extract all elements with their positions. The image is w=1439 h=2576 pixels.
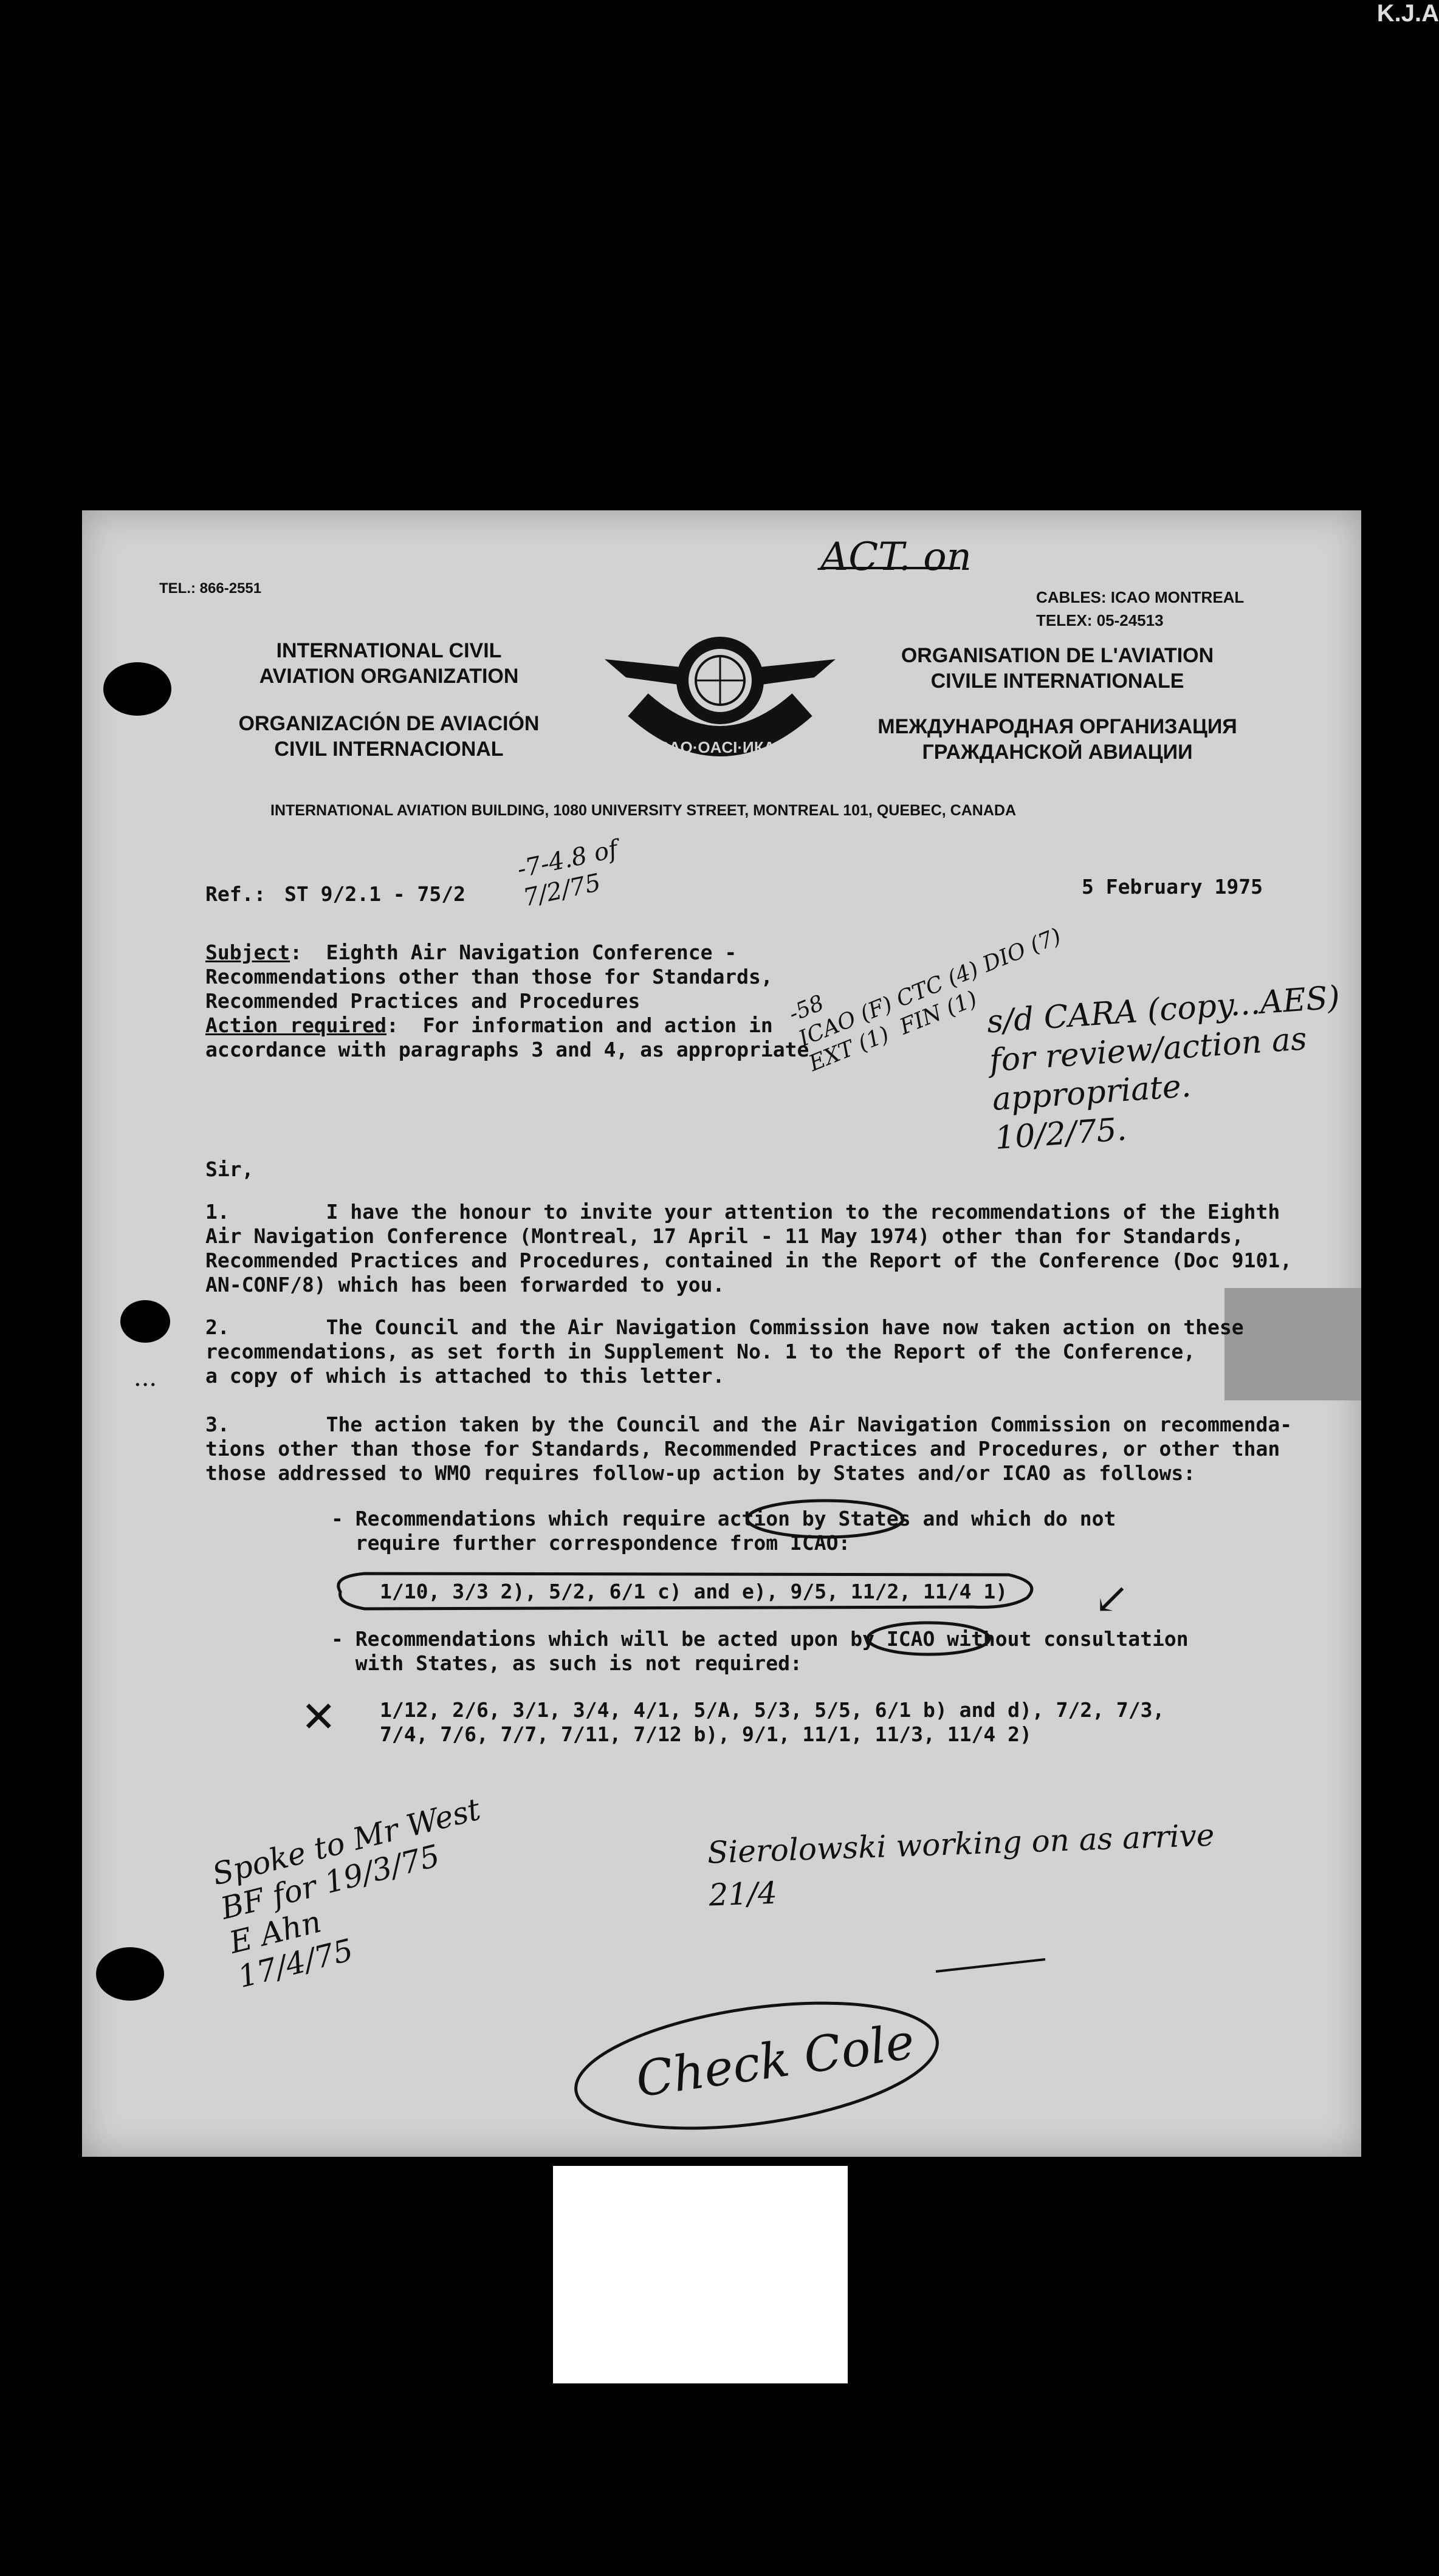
emblem-text: ICAO·OACI·ИКАО — [653, 738, 788, 756]
letter-date: 5 February 1975 — [1082, 875, 1263, 899]
handwritten-distribution-codes: -58 ICAO (F) CTC (4) DIO (7) EXT (1) FIN (1) — [785, 923, 1065, 1077]
cables-address: CABLES: ICAO MONTREAL — [1036, 588, 1245, 606]
org-name-es: ORGANIZACIÓN DE AVIACIÓN CIVIL INTERNACIONAL — [238, 712, 540, 761]
handwritten-arrow: ↙ — [1094, 1574, 1130, 1623]
telex-number: TELEX: 05-24513 — [1036, 611, 1164, 629]
subject-block: Subject: Eighth Air Navigation Conference - Recommendations other than those for Standards, Recommended Practices and Procedures Action required: For information and action in accordance with paragraphs 3 and 4, as appropriate — [205, 940, 809, 1061]
list-states-recommendations: 1/10, 3/3 2), 5/2, 6/1 c) and e), 9/5, 11/2, 11/4 1) — [380, 1580, 1008, 1603]
list-icao-recommendations: 1/12, 2/6, 3/1, 3/4, 4/1, 5/A, 5/3, 5/5, 6/1 b) and d), 7/2, 7/3, 7/4, 7/6, 7/7, 7/11, 7/12 b), 9/1, 11/1, 11/3, 11/4 2) — [380, 1698, 1165, 1746]
bullet-acted-by-icao: - Recommendations which will be acted upon by ICAO without consultation with States, as such is not required: — [331, 1627, 1189, 1675]
blank-label-card — [553, 2166, 848, 2383]
paragraph-2: 2. The Council and the Air Navigation Commission have now taken action on these recommendations, as set forth in Supplement No. 1 to the Report of the Conference, a copy of which is attached to this letter. — [205, 1315, 1244, 1388]
paragraph-1: 1. I have the honour to invite your attention to the recommendations of the Eighth Air Navigation Conference (Montreal, 17 April - 11 May 1974) other than for Standards, Recommended Practices and Procedures, contained in the Report of the Conference (Doc 9101, AN-CONF/8) which has been forwarded to you. — [205, 1200, 1293, 1297]
tel-number: TEL.: 866-2551 — [159, 580, 262, 597]
paragraph-3: 3. The action taken by the Council and the Air Navigation Commission on recommenda- tions other than those for Standards, Recommended Practices and Procedures, or other than those addressed to WMO requires follow-up action by States and/or ICAO as follows: — [205, 1413, 1293, 1485]
letterhead-address: INTERNATIONAL AVIATION BUILDING, 1080 UNIVERSITY STREET, MONTREAL 101, QUEBEC, CANADA — [270, 802, 1017, 819]
handwritten-action-note: ACT. on — [820, 535, 972, 580]
handwritten-followup-note-right: Sierolowski working on as arrive 21/4 — [707, 1817, 1215, 1913]
org-name-ru: МЕЖДУНАРОДНАЯ ОРГАНИЗАЦИЯ ГРАЖДАНСКОЙ АВИАЦИИ — [877, 715, 1237, 764]
action-label: Action required — [205, 1013, 387, 1037]
corner-mark: K.J.A — [1376, 0, 1439, 27]
bullet-action-by-states: - Recommendations which require action by States and which do not require further correspondence from ICAO: — [331, 1507, 1116, 1555]
ref-label: Ref.: — [205, 882, 266, 906]
handwritten-cross-mark: ✕ — [301, 1692, 337, 1742]
handwritten-check-note: Check Cole — [632, 2013, 918, 2108]
handwritten-routing-note: s/d CARA (copy...AES) for review/action as appropriate. 10/2/75. — [985, 979, 1341, 1157]
org-name-en: INTERNATIONAL CIVIL AVIATION ORGANIZATION — [259, 639, 519, 688]
org-name-fr: ORGANISATION DE L'AVIATION CIVILE INTERNATIONALE — [901, 644, 1214, 693]
salutation: Sir, — [205, 1157, 254, 1181]
margin-dots: ... — [134, 1364, 157, 1392]
handwritten-ref-note: -7-4.8 of 7/2/75 — [515, 835, 620, 913]
handwritten-followup-note-left: Spoke to Mr West BF for 19/3/75 E Ahn 17/4/75 — [208, 1791, 484, 1995]
subject-label: Subject — [205, 940, 290, 964]
ref-number: ST 9/2.1 - 75/2 — [284, 882, 466, 906]
